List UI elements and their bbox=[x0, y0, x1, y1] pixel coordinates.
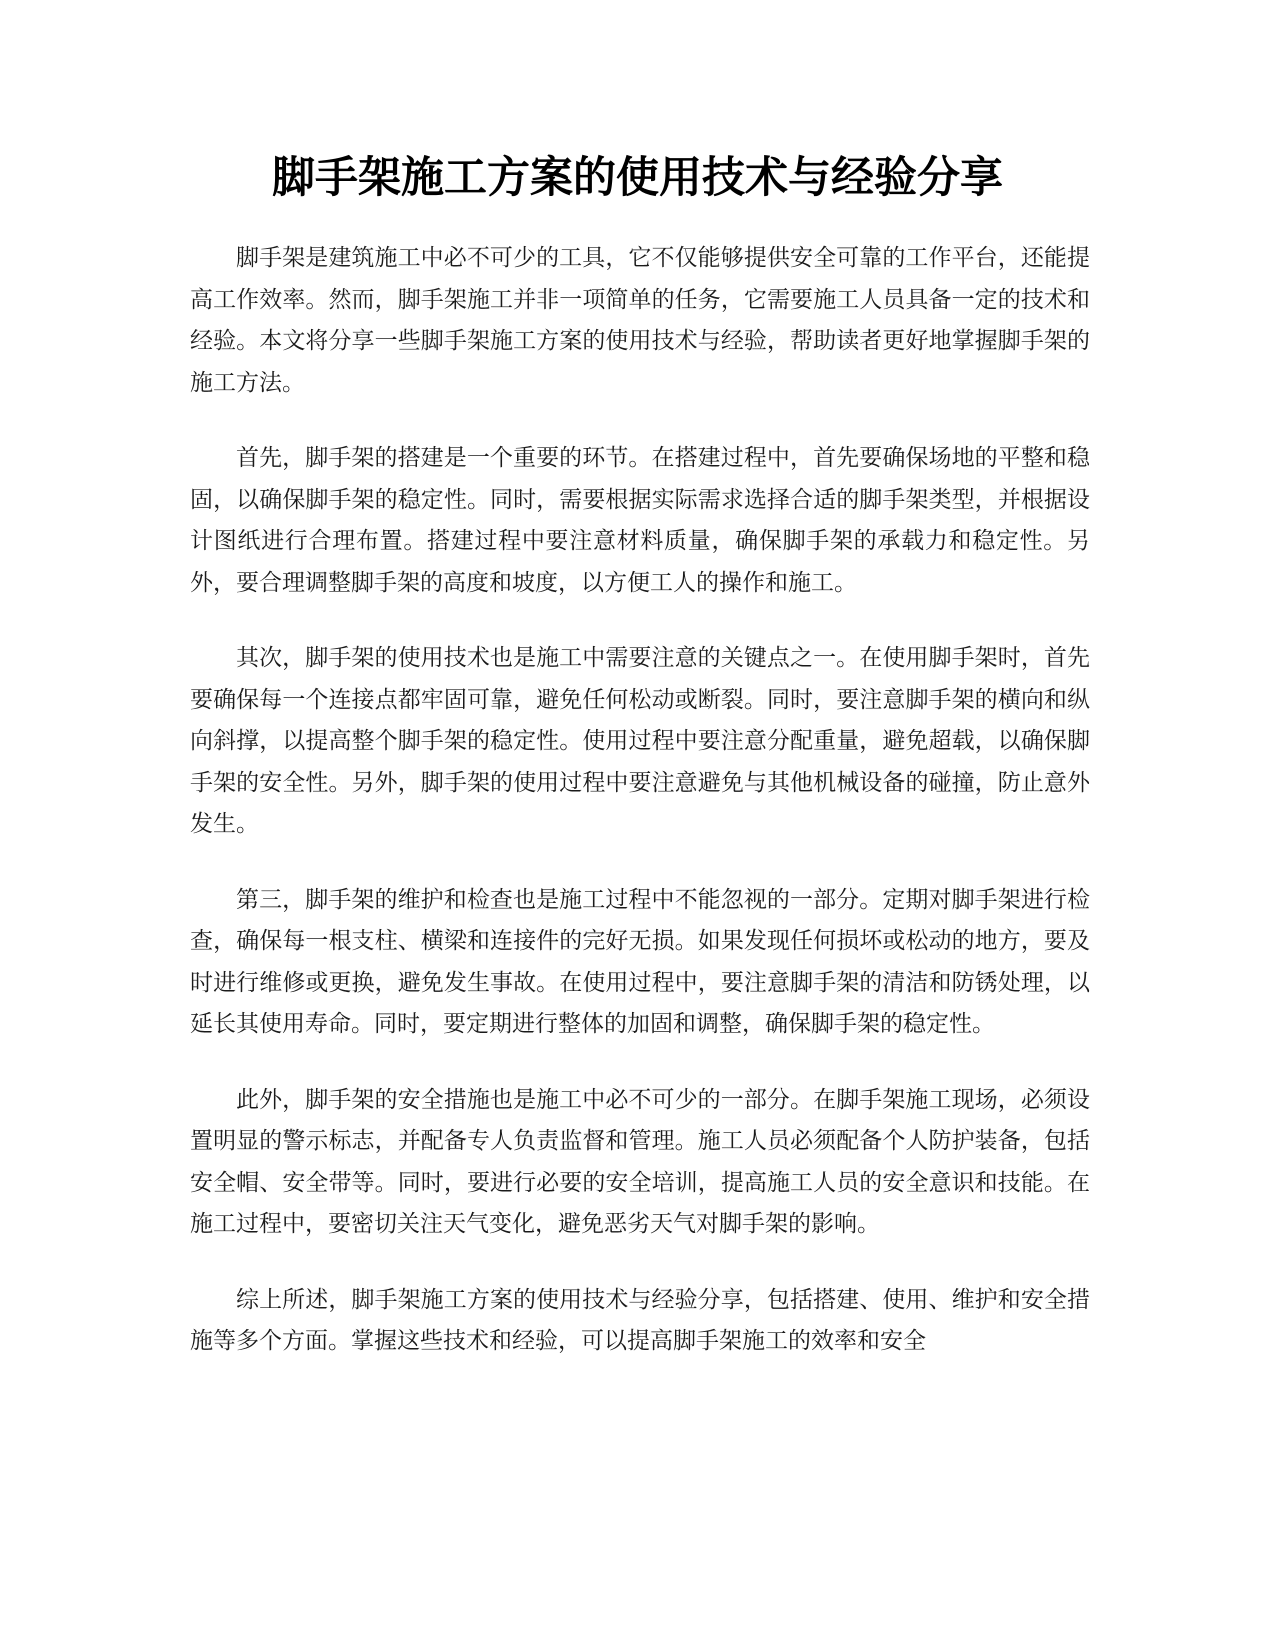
paragraph-erection: 首先，脚手架的搭建是一个重要的环节。在搭建过程中，首先要确保场地的平整和稳固，以确保脚手架的稳定性。同时，需要根据实际需求选择合适的脚手架类型，并根据设计图纸进行合理布置。搭建过程中要注意材料质量，确保脚手架的承载力和稳定性。另外，要合理调整脚手架的高度和坡度，以方便工人的操作和施工。 bbox=[190, 445, 1090, 596]
paragraph-maintenance: 第三，脚手架的维护和检查也是施工过程中不能忽视的一部分。定期对脚手架进行检查，确保每一根支柱、横梁和连接件的完好无损。如果发现任何损坏或松动的地方，要及时进行维修或更换，避免发生事故。在使用过程中，要注意脚手架的清洁和防锈处理，以延长其使用寿命。同时，要定期进行整体的加固和调整，确保脚手架的稳定性。 bbox=[190, 886, 1090, 1037]
paragraph-summary: 综上所述，脚手架施工方案的使用技术与经验分享，包括搭建、使用、维护和安全措施等多个方面。掌握这些技术和经验，可以提高脚手架施工的效率和安全 bbox=[190, 1286, 1090, 1354]
document-title: 脚手架施工方案的使用技术与经验分享 bbox=[272, 153, 1003, 203]
paragraph-usage: 其次，脚手架的使用技术也是施工中需要注意的关键点之一。在使用脚手架时，首先要确保每一个连接点都牢固可靠，避免任何松动或断裂。同时，要注意脚手架的横向和纵向斜撑，以提高整个脚手架的稳定性。使用过程中要注意分配重量，避免超载，以确保脚手架的安全性。另外，脚手架的使用过程中要注意避免与其他机械设备的碰撞，防止意外发生。 bbox=[190, 645, 1090, 837]
paragraph-intro: 脚手架是建筑施工中必不可少的工具，它不仅能够提供安全可靠的工作平台，还能提高工作效率。然而，脚手架施工并非一项简单的任务，它需要施工人员具备一定的技术和经验。本文将分享一些脚手架施工方案的使用技术与经验，帮助读者更好地掌握脚手架的施工方法。 bbox=[190, 245, 1090, 396]
paragraph-safety: 此外，脚手架的安全措施也是施工中必不可少的一部分。在脚手架施工现场，必须设置明显的警示标志，并配备专人负责监督和管理。施工人员必须配备个人防护装备，包括安全帽、安全带等。同时，要进行必要的安全培训，提高施工人员的安全意识和技能。在施工过程中，要密切关注天气变化，避免恶劣天气对脚手架的影响。 bbox=[190, 1086, 1090, 1237]
document-body bbox=[190, 238, 1090, 1397]
